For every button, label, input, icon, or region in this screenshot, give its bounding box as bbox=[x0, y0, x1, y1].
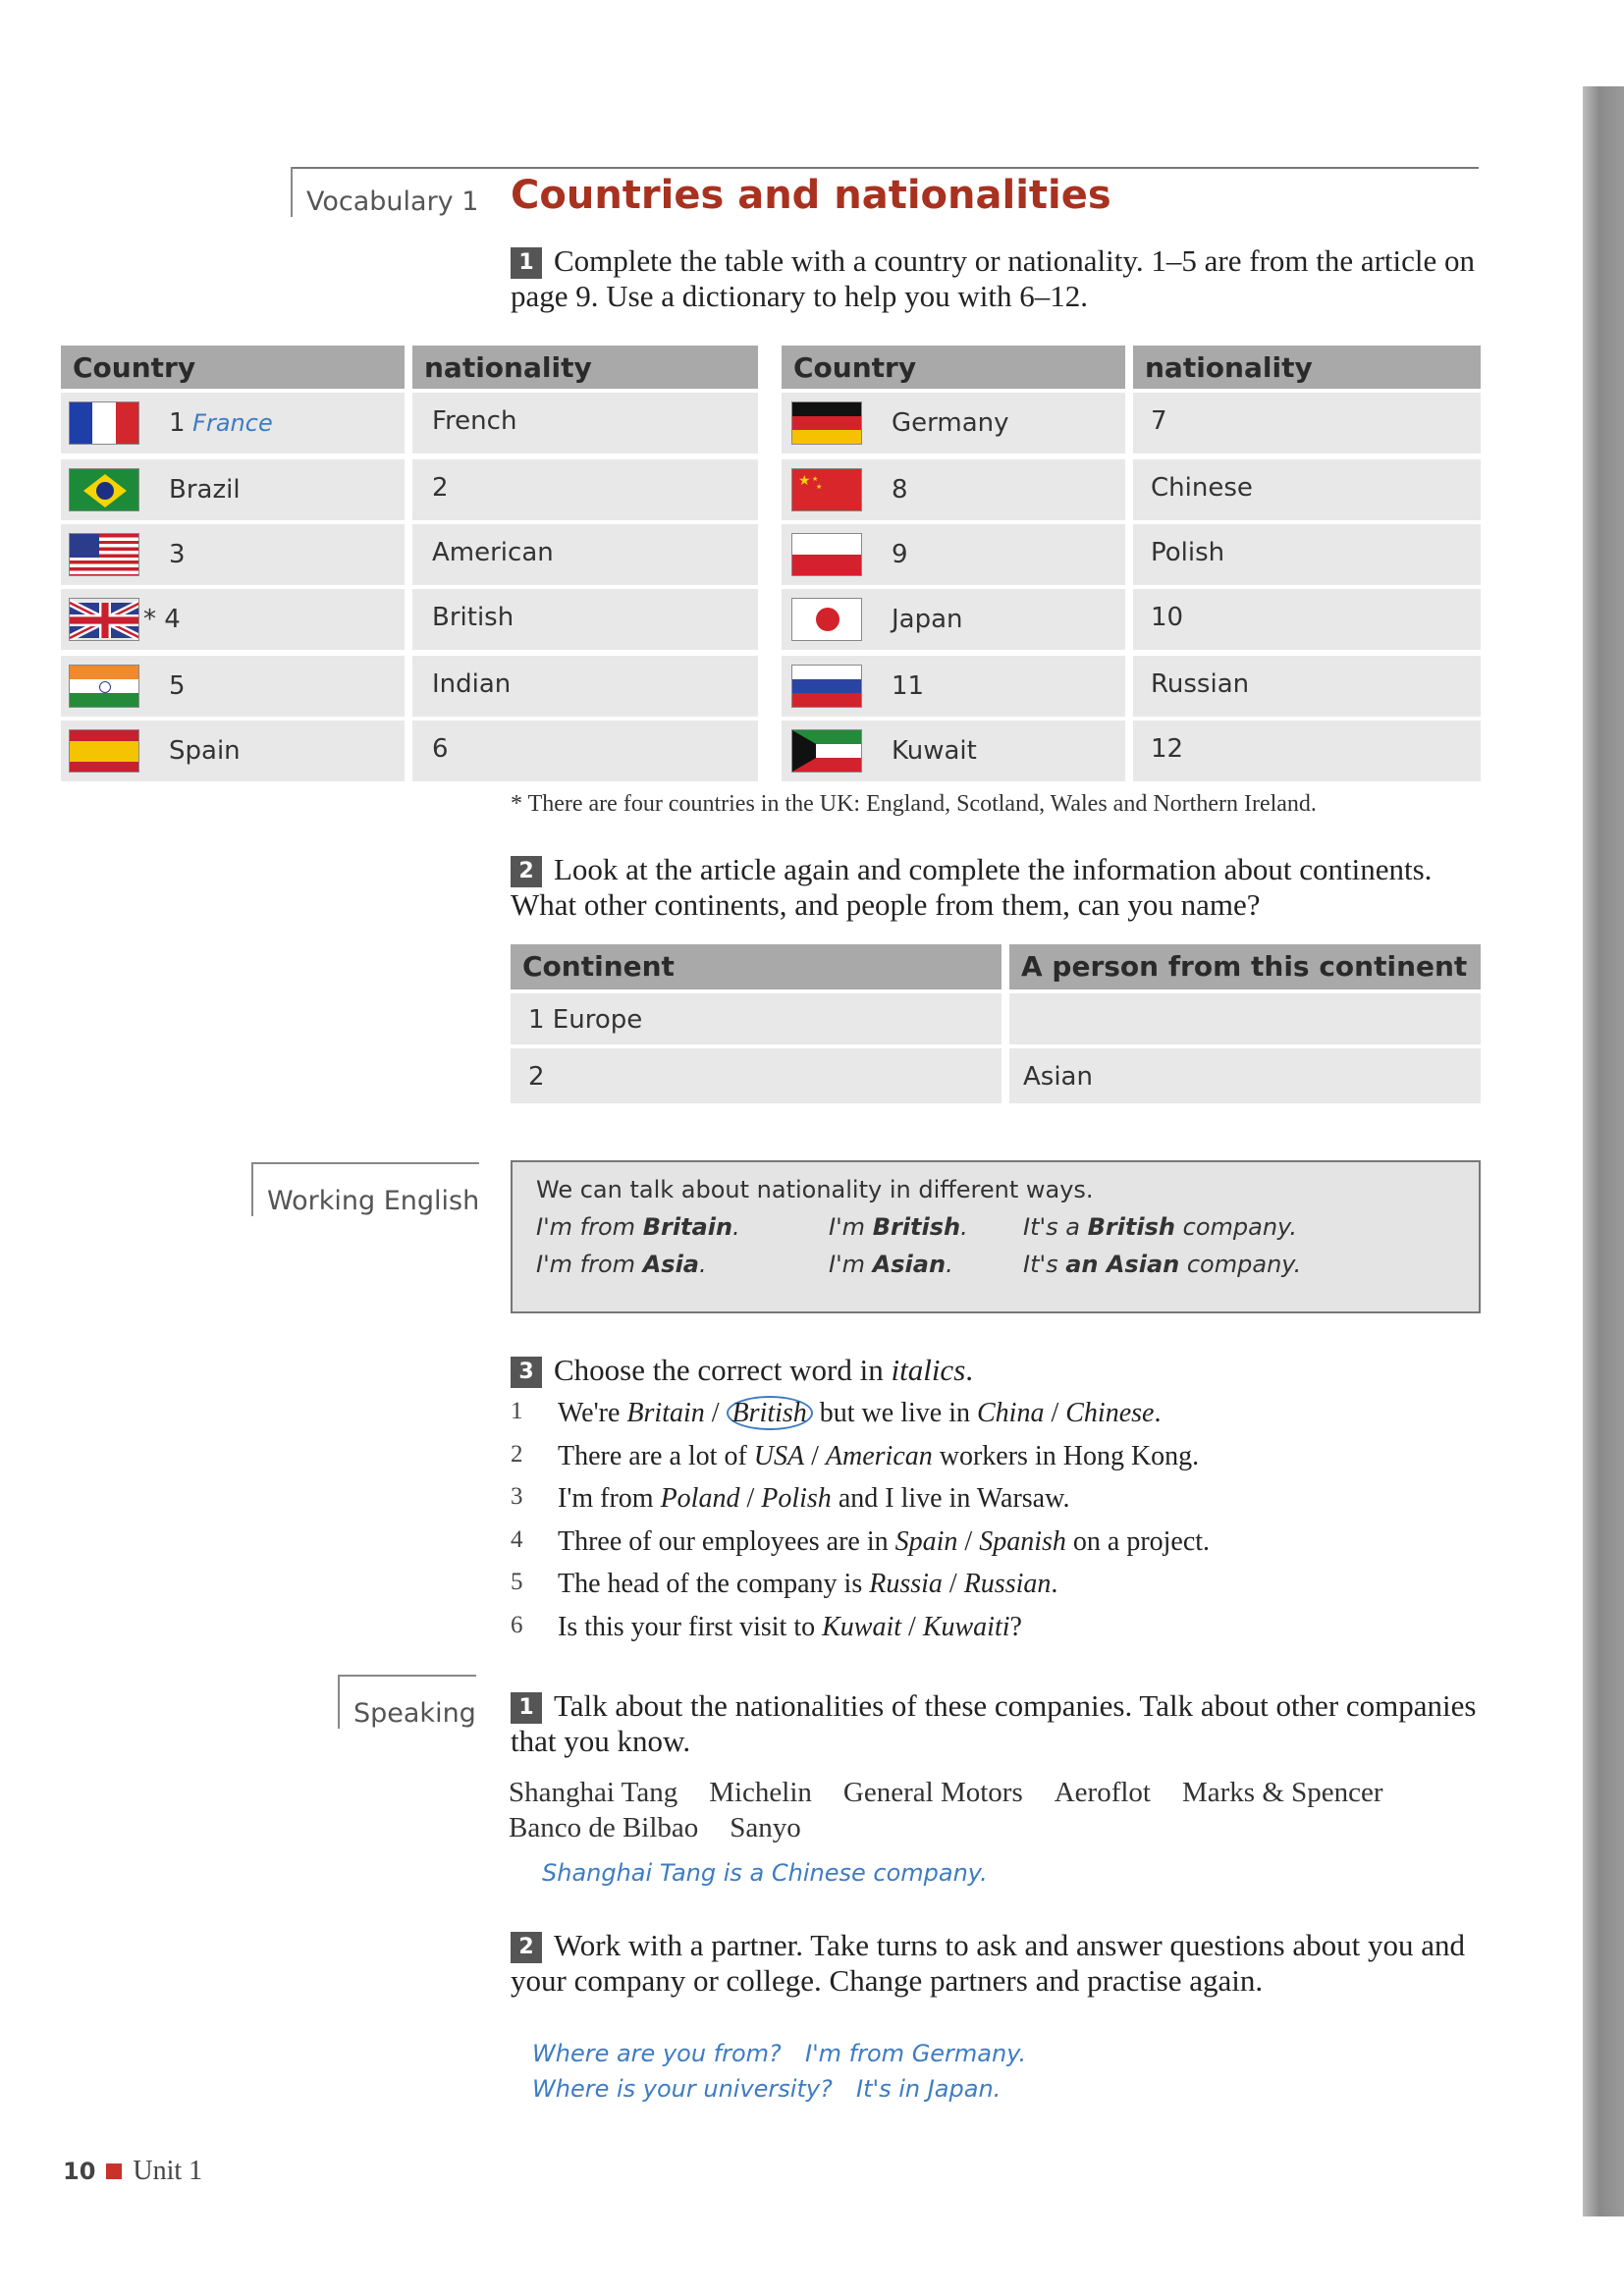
choice-word[interactable]: British bbox=[727, 1396, 813, 1430]
table1-country-cell bbox=[782, 524, 1125, 585]
exercise-2-instruction: 2 Look at the article again and complete the information about continents. What other continents, and people from them, can you name? bbox=[511, 852, 1433, 922]
table1-nationality-cell: 2 bbox=[412, 459, 758, 520]
table1-header: Country bbox=[782, 346, 1125, 389]
germany-flag-icon bbox=[791, 401, 862, 445]
dialogue-question: Where is your university? bbox=[532, 2075, 833, 2103]
table1-country-text: Spain bbox=[169, 736, 241, 766]
item-number: 1 bbox=[511, 1398, 523, 1424]
working-english-example: I'm from Asia. bbox=[536, 1251, 707, 1278]
choice-word[interactable]: American bbox=[825, 1440, 933, 1471]
item-text: There are a lot of USA / American workers in Hong Kong. bbox=[558, 1440, 1200, 1471]
working-english-example: It's a British company. bbox=[1023, 1213, 1298, 1241]
exercise-1-instruction: 1 Complete the table with a country or nationality. 1–5 are from the article on page 9. Use a dictionary to help you with 6–12. bbox=[511, 243, 1476, 313]
india-flag-icon bbox=[69, 665, 139, 708]
page-number: 10 bbox=[63, 2158, 96, 2185]
table1-country-text: * 4 bbox=[143, 605, 181, 634]
working-english-label: Working English bbox=[251, 1162, 479, 1216]
working-english-intro: We can talk about nationality in different ways. bbox=[536, 1176, 1094, 1203]
table2-header-continent: Continent bbox=[511, 944, 1001, 989]
france-flag-icon bbox=[69, 401, 139, 445]
working-english-example: I'm Asian. bbox=[829, 1251, 953, 1278]
table1-country-cell bbox=[61, 459, 405, 520]
company-name: Banco de Bilbao bbox=[509, 1812, 699, 1843]
page-footer bbox=[63, 2156, 202, 2187]
table2-cell bbox=[1009, 993, 1481, 1044]
item-number: 5 bbox=[511, 1569, 523, 1595]
table1-header: Country bbox=[61, 346, 405, 389]
company-list-line-2 bbox=[509, 1812, 801, 1844]
speaking-example: Shanghai Tang is a Chinese company. bbox=[542, 1859, 988, 1887]
choice-word[interactable]: USA bbox=[753, 1440, 805, 1471]
company-name: Aeroflot bbox=[1054, 1777, 1151, 1808]
choice-word[interactable]: Spanish bbox=[979, 1525, 1066, 1557]
table1-country-text: Germany bbox=[892, 408, 1009, 438]
table1-country-cell bbox=[782, 656, 1125, 717]
table1-country-text: 1 France bbox=[169, 408, 273, 438]
table1-country-text: 3 bbox=[169, 540, 186, 569]
footer-square-icon bbox=[106, 2163, 122, 2179]
working-english-example: It's an Asian company. bbox=[1023, 1251, 1302, 1278]
exercise-number-badge: 1 bbox=[511, 247, 542, 279]
table1-nationality-cell: French bbox=[412, 393, 758, 454]
uk-flag-icon bbox=[69, 598, 139, 641]
russia-flag-icon bbox=[791, 665, 862, 708]
dialogue-question: Where are you from? bbox=[532, 2040, 782, 2067]
table2-cell: 2 bbox=[511, 1048, 1001, 1103]
table1-country-cell bbox=[61, 393, 405, 454]
table1-nationality-cell: Polish bbox=[1133, 524, 1481, 585]
exercise-number-badge: 3 bbox=[511, 1357, 542, 1388]
working-english-example: I'm British. bbox=[829, 1213, 968, 1241]
working-english-example: I'm from Britain. bbox=[536, 1213, 740, 1241]
poland-flag-icon bbox=[791, 533, 862, 576]
choice-word[interactable]: Polish bbox=[761, 1483, 832, 1514]
item-text: Is this your first visit to Kuwait / Kuwaiti? bbox=[558, 1611, 1022, 1642]
speaking-exercise-2-instruction: 2 Work with a partner. Take turns to ask and answer questions about you and your company or college. Change partners and practise again. bbox=[511, 1928, 1466, 1998]
item-number: 2 bbox=[511, 1440, 523, 1468]
choice-word[interactable]: Kuwait bbox=[822, 1611, 902, 1642]
item-text: Three of our employees are in Spain / Spanish on a project. bbox=[558, 1525, 1211, 1557]
table1-nationality-cell: Indian bbox=[412, 656, 758, 717]
table1-header: nationality bbox=[412, 346, 758, 389]
item-number: 6 bbox=[511, 1611, 523, 1638]
choice-word[interactable]: Poland bbox=[660, 1483, 740, 1514]
table1-country-text: 5 bbox=[169, 671, 186, 701]
table1-country-cell bbox=[61, 589, 405, 650]
table1-nationality-cell: American bbox=[412, 524, 758, 585]
table1-header: nationality bbox=[1133, 346, 1481, 389]
spain-flag-icon bbox=[69, 729, 139, 773]
table1-country-text: Brazil bbox=[169, 475, 241, 505]
table-footnote: * There are four countries in the UK: England, Scotland, Wales and Northern Ireland. bbox=[511, 791, 1317, 817]
company-name: Shanghai Tang bbox=[509, 1777, 678, 1808]
table1-nationality-cell: Chinese bbox=[1133, 459, 1481, 520]
table1-country-text: Japan bbox=[892, 605, 963, 634]
table1-country-text: 9 bbox=[892, 540, 908, 569]
exercise-number-badge: 2 bbox=[511, 1932, 542, 1963]
page-title: Countries and nationalities bbox=[511, 173, 1111, 218]
table2-cell: 1 Europe bbox=[511, 993, 1001, 1044]
china-flag-icon: ★ ★ ★ bbox=[791, 468, 862, 511]
table1-country-cell bbox=[61, 524, 405, 585]
table1-country-cell bbox=[782, 721, 1125, 781]
table1-nationality-cell: Russian bbox=[1133, 656, 1481, 717]
table1-country-cell bbox=[782, 393, 1125, 454]
item-number: 3 bbox=[511, 1483, 523, 1510]
company-name: Michelin bbox=[709, 1777, 812, 1808]
table1-nationality-cell: 12 bbox=[1133, 721, 1481, 781]
table2-header-person: A person from this continent bbox=[1009, 944, 1481, 989]
table1-country-text: Kuwait bbox=[892, 736, 977, 766]
item-number: 4 bbox=[511, 1525, 523, 1553]
item-text: I'm from Poland / Polish and I live in Warsaw. bbox=[558, 1483, 1070, 1514]
japan-flag-icon bbox=[791, 598, 862, 641]
table2-cell: Asian bbox=[1009, 1048, 1481, 1103]
choice-word[interactable]: Russian bbox=[963, 1569, 1052, 1599]
choice-word[interactable]: Russia bbox=[869, 1569, 943, 1599]
company-list-line-1 bbox=[509, 1777, 1383, 1809]
table1-nationality-cell: British bbox=[412, 589, 758, 650]
table1-country-text: 11 bbox=[892, 671, 925, 701]
table1-country-cell bbox=[782, 589, 1125, 650]
speaking-exercise-1-instruction: 1 Talk about the nationalities of these companies. Talk about other companies that you know. bbox=[511, 1688, 1477, 1758]
company-name: Marks & Spencer bbox=[1181, 1777, 1383, 1808]
table1-country-cell bbox=[782, 459, 1125, 520]
kuwait-flag-icon bbox=[791, 729, 862, 773]
exercise-number-badge: 1 bbox=[511, 1692, 542, 1724]
company-name: General Motors bbox=[842, 1777, 1023, 1808]
choice-word[interactable]: China bbox=[976, 1398, 1045, 1428]
unit-label: Unit 1 bbox=[133, 2156, 203, 2186]
section-label: Vocabulary 1 bbox=[291, 167, 478, 217]
choice-word[interactable]: Kuwaiti bbox=[922, 1611, 1010, 1642]
item-text: We're Britain / British but we live in China / Chinese. bbox=[558, 1398, 1162, 1428]
choice-word[interactable]: Britain bbox=[626, 1398, 705, 1428]
company-name: Sanyo bbox=[730, 1812, 801, 1843]
working-english-box bbox=[511, 1160, 1481, 1313]
dialogue-answer: I'm from Germany. bbox=[805, 2040, 1027, 2067]
speaking-label: Speaking bbox=[338, 1675, 476, 1729]
table1-nationality-cell: 7 bbox=[1133, 393, 1481, 454]
dialogue-answer: It's in Japan. bbox=[856, 2075, 1001, 2103]
table1-country-cell bbox=[61, 656, 405, 717]
table1-nationality-cell: 10 bbox=[1133, 589, 1481, 650]
table1-nationality-cell: 6 bbox=[412, 721, 758, 781]
choice-word[interactable]: Chinese bbox=[1065, 1398, 1155, 1428]
table1-country-text: 8 bbox=[892, 475, 908, 505]
item-text: The head of the company is Russia / Russian. bbox=[558, 1569, 1058, 1599]
exercise-number-badge: 2 bbox=[511, 856, 542, 887]
table1-country-cell bbox=[61, 721, 405, 781]
page-binding-shadow bbox=[1583, 86, 1624, 2216]
brazil-flag-icon bbox=[69, 468, 139, 511]
usa-flag-icon bbox=[69, 533, 139, 576]
exercise-3-instruction: 3 Choose the correct word in italics. bbox=[511, 1353, 973, 1388]
choice-word[interactable]: Spain bbox=[894, 1525, 958, 1557]
